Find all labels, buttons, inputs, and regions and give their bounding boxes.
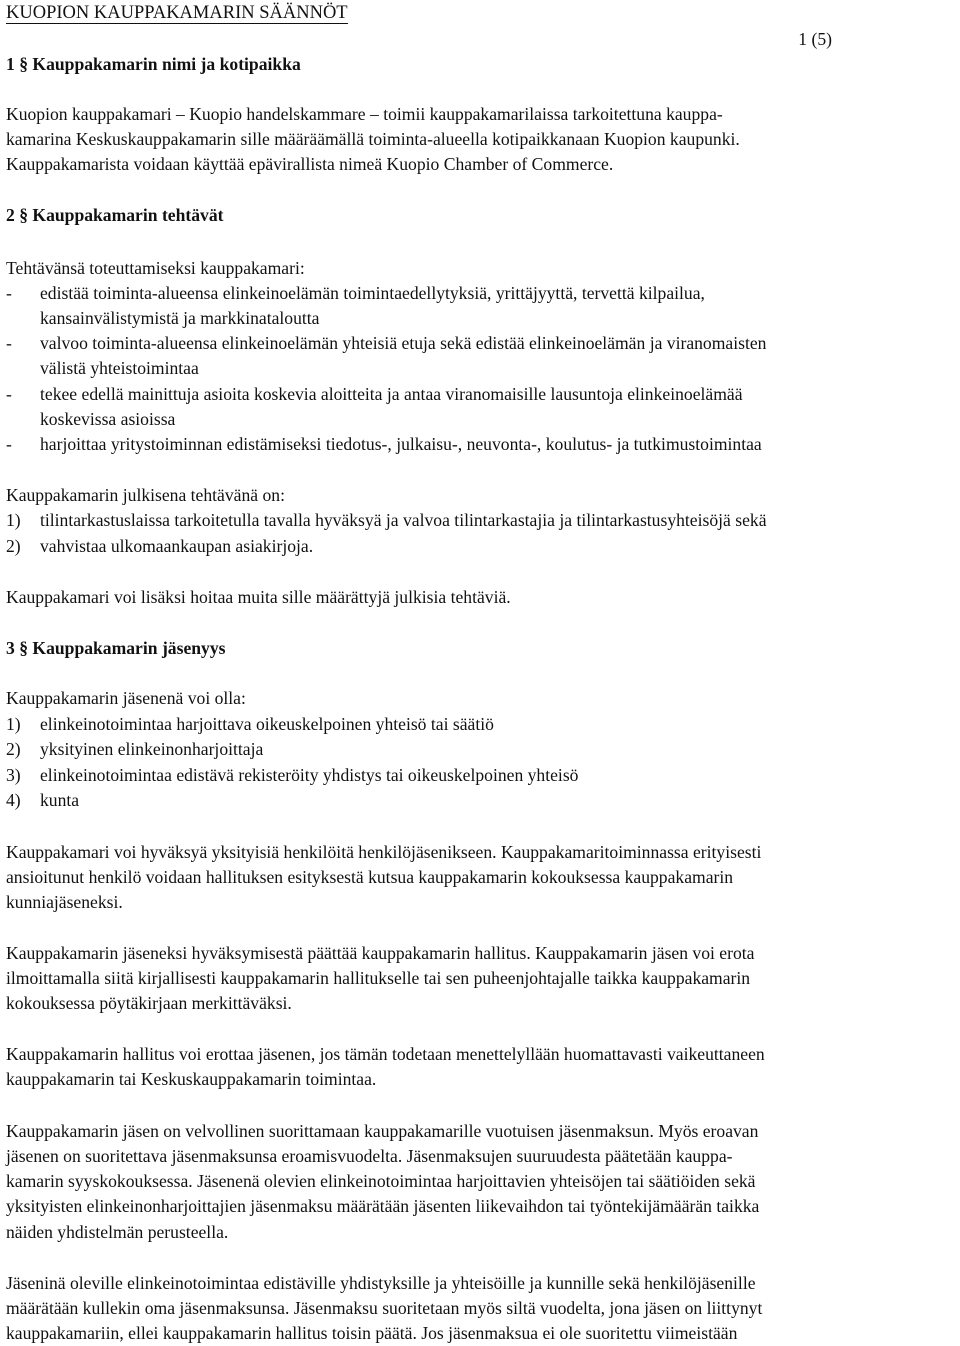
list-marker: - xyxy=(6,434,12,454)
paragraph-line: yksityisten elinkeinonharjoittajien jäsenmaksu määrätään jäsenten liikevaihdon tai työntekijämäärän taikka xyxy=(6,1196,760,1216)
paragraph-line: jäsenen on suoritettava jäsenmaksunsa eroamisvuodelta. Jäsenmaksujen suuruudesta päätetään kauppa- xyxy=(6,1146,733,1166)
list-item-text: harjoittaa yritystoiminnan edistämiseksi tiedotus-, julkaisu-, neuvonta-, koulutus- ja tutkimustoimintaa xyxy=(40,434,762,454)
list-item-text: elinkeinotoimintaa edistävä rekisteröity yhdistys tai oikeuskelpoinen yhteisö xyxy=(40,765,579,785)
paragraph-line: Kauppakamarista voidaan käyttää epävirallista nimeä Kuopio Chamber of Commerce. xyxy=(6,154,614,174)
paragraph-line: määrätään kullekin oma jäsenmaksunsa. Jäsenmaksu suoritetaan myös siltä vuodelta, jona jäsen on liittynyt xyxy=(6,1298,763,1318)
list-marker: - xyxy=(6,384,12,404)
public-tasks-intro: Kauppakamarin julkisena tehtävänä on: xyxy=(6,485,285,505)
list-marker: 4) xyxy=(6,790,21,810)
paragraph-line: kauppakamarin tai Keskuskauppakamarin toimintaa. xyxy=(6,1069,377,1089)
paragraph-line: kokouksessa pöytäkirjaan merkittäväksi. xyxy=(6,993,292,1013)
list-marker: - xyxy=(6,283,12,303)
list-marker: 3) xyxy=(6,765,21,785)
section-1-heading: 1 § Kauppakamarin nimi ja kotipaikka xyxy=(6,54,301,74)
list-item-text: valvoo toiminta-alueensa elinkeinoelämän yhteisiä etuja sekä edistää elinkeinoelämän ja viranomaisten xyxy=(40,333,767,353)
section-2-extra: Kauppakamari voi lisäksi hoitaa muita sille määrättyjä julkisia tehtäviä. xyxy=(6,587,511,607)
list-marker: 1) xyxy=(6,714,21,734)
list-item-text: elinkeinotoimintaa harjoittava oikeuskelpoinen yhteisö tai säätiö xyxy=(40,714,494,734)
paragraph-line: Kuopion kauppakamari – Kuopio handelskammare – toimii kauppakamarilaissa tarkoitettuna kauppa- xyxy=(6,104,723,124)
list-marker: 2) xyxy=(6,739,21,759)
paragraph-line: Kauppakamarin jäseneksi hyväksymisestä päättää kauppakamarin hallitus. Kauppakamarin jäsen voi erota xyxy=(6,943,755,963)
list-item-continuation: koskevissa asioissa xyxy=(40,409,176,429)
paragraph-line: Kauppakamarin jäsen on velvollinen suorittamaan kauppakamarille vuotuisen jäsenmaksun. Myös eroavan xyxy=(6,1121,759,1141)
paragraph-line: kunniajäseneksi. xyxy=(6,892,123,912)
list-marker: 2) xyxy=(6,536,21,556)
paragraph-line: ilmoittamalla siitä kirjallisesti kauppakamarin hallitukselle tai sen puheenjohtajalle taikka kauppakamarin xyxy=(6,968,751,988)
list-item-text: vahvistaa ulkomaankaupan asiakirjoja. xyxy=(40,536,314,556)
list-item-continuation: kansainvälistymistä ja markkinataloutta xyxy=(40,308,320,328)
paragraph-line: kamarina Keskuskauppakamarin sille määräämällä toiminta-alueella kotipaikkanaan Kuopion kaupunki. xyxy=(6,129,740,149)
paragraph-line: Kauppakamarin hallitus voi erottaa jäsenen, jos tämän todetaan menettelyllään huomattavasti vaikeuttaneen xyxy=(6,1044,765,1064)
section-3-intro: Kauppakamarin jäsenenä voi olla: xyxy=(6,688,246,708)
paragraph-line: Kauppakamari voi hyväksyä yksityisiä henkilöitä henkilöjäsenikseen. Kauppakamaritoiminnassa erityisesti xyxy=(6,842,762,862)
list-item-text: tekee edellä mainittuja asioita koskevia aloitteita ja antaa viranomaisille lausuntoja elinkeinoelämää xyxy=(40,384,743,404)
list-marker: - xyxy=(6,333,12,353)
document-title: KUOPION KAUPPAKAMARIN SÄÄNNÖT xyxy=(6,3,348,23)
title-underline xyxy=(6,23,348,24)
paragraph-line: kauppakamariin, ellei kauppakamarin hallitus toisin päätä. Jos jäsenmaksua ei ole suoritettu viimeistään xyxy=(6,1323,738,1343)
list-item-text: tilintarkastuslaissa tarkoitetulla tavalla hyväksyä ja valvoa tilintarkastajia ja tilintarkastusyhteisöjä sekä xyxy=(40,510,767,530)
list-item-text: kunta xyxy=(40,790,80,810)
section-2-heading: 2 § Kauppakamarin tehtävät xyxy=(6,205,224,225)
paragraph-line: ansioitunut henkilö voidaan hallituksen esityksestä kutsua kauppakamarin kokouksessa kauppakamarin xyxy=(6,867,734,887)
page-number: 1 (5) xyxy=(798,29,832,49)
section-2-intro: Tehtävänsä toteuttamiseksi kauppakamari: xyxy=(6,258,305,278)
paragraph-line: kamarin syyskokouksessa. Jäsenenä olevien elinkeinotoimintaa harjoittavien yhteisöjen tai säätiöiden sekä xyxy=(6,1171,756,1191)
list-marker: 1) xyxy=(6,510,21,530)
list-item-continuation: välistä yhteistoimintaa xyxy=(40,358,199,378)
paragraph-line: näiden yhdistelmän perusteella. xyxy=(6,1222,229,1242)
paragraph-line: Jäseninä oleville elinkeinotoimintaa edistäville yhdistyksille ja yhteisöille ja kunnille sekä henkilöjäsenille xyxy=(6,1273,756,1293)
list-item-text: yksityinen elinkeinonharjoittaja xyxy=(40,739,264,759)
section-3-heading: 3 § Kauppakamarin jäsenyys xyxy=(6,638,226,658)
list-item-text: edistää toiminta-alueensa elinkeinoelämän toimintaedellytyksiä, yrittäjyyttä, tervettä kilpailua, xyxy=(40,283,705,303)
